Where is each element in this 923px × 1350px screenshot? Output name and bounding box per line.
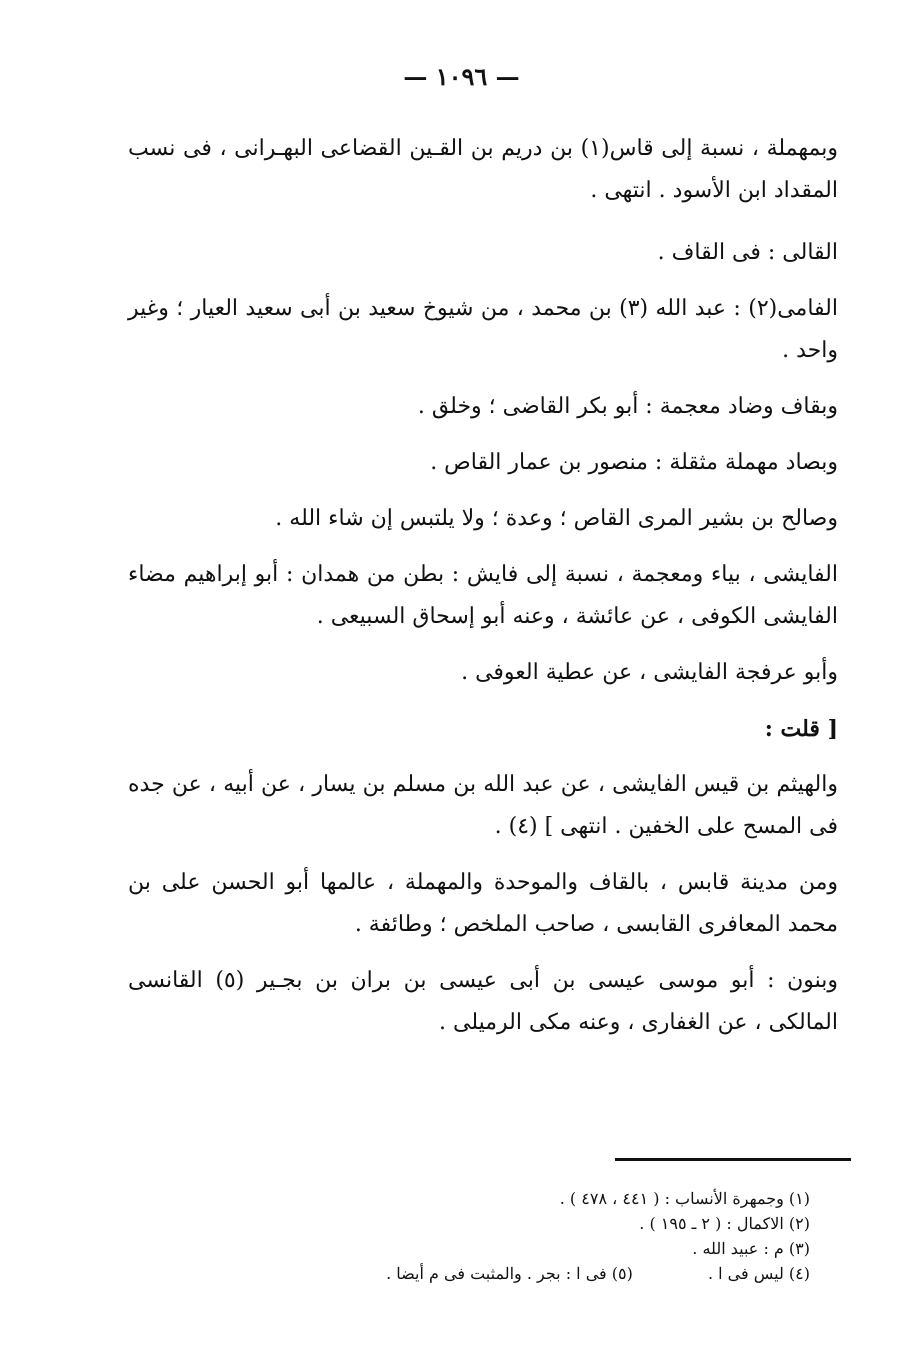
paragraph-qadi: وبقاف وضاد معجمة : أبو بكر القاضى ؛ وخلق . [417,394,838,419]
footnote-5: (٥) فى ا : بجر . والمثبت فى م أيضا . [386,1264,633,1283]
paragraph-qultu: [ قلت : [764,716,838,742]
paragraph-fami: الفامى(٢) : عبد الله (٣) بن محمد ، من شيوخ سعيد بن أبى سعيد العيار ؛ وغير واحد . [128,296,838,363]
footnote-row-4-5 [300,1261,810,1286]
footnote-3: (٣) م : عبيد الله . [692,1239,810,1258]
footnotes [300,1186,810,1286]
paragraph-haytham: والهيثم بن قيس الفايشى ، عن عبد الله بن مسلم بن يسار ، عن أبيه ، عن جده فى المسح على الخفين . انتهى ] (٤) . [128,772,838,839]
page-number: — ١٠٩٦ — [403,62,520,91]
paragraph-qasi: وبمهملة ، نسبة إلى قاس(١) بن دريم بن القـين القضاعى البهـرانى ، فى نسب المقداد ابن الأسود . انتهى . [128,136,838,203]
paragraph-qali: القالى : فى القاف . [657,240,838,265]
paragraph-qas: وبصاد مهملة مثقلة : منصور بن عمار القاص . [430,450,838,475]
main-text [128,128,838,1058]
footnote-1: (١) وجمهرة الأنساب : ( ٤٤١ ، ٤٧٨ ) . [559,1189,810,1208]
footnote-divider [615,1158,851,1161]
footnote-4: (٤) ليس فى ا . [707,1264,810,1283]
paragraph-abu-arfaja: وأبو عرفجة الفايشى ، عن عطية العوفى . [461,660,838,685]
footnote-2: (٢) الاكمال : ( ٢ ـ ١٩٥ ) . [639,1214,810,1233]
paragraph-qabis: ومن مدينة قابس ، بالقاف والموحدة والمهملة ، عالمها أبو الحسن على بن محمد المعافرى القابسى ، صاحب الملخص ؛ وطائفة . [128,870,838,937]
paragraph-qanisi: وبنون : أبو موسى عيسى بن أبى عيسى بن بران بن بجـير (٥) القانسى المالكى ، عن الغفارى ، وعنه مكى الرميلى . [128,968,839,1035]
paragraph-fayshi: الفايشى ، بياء ومعجمة ، نسبة إلى فايش : بطن من همدان : أبو إبراهيم مضاء الفايشى الكوفى ، عن عائشة ، وعنه أبو إسحاق السبيعى . [128,562,838,629]
paragraph-salih: وصالح بن بشير المرى القاص ؛ وعدة ؛ ولا يلتبس إن شاء الله . [275,506,838,531]
